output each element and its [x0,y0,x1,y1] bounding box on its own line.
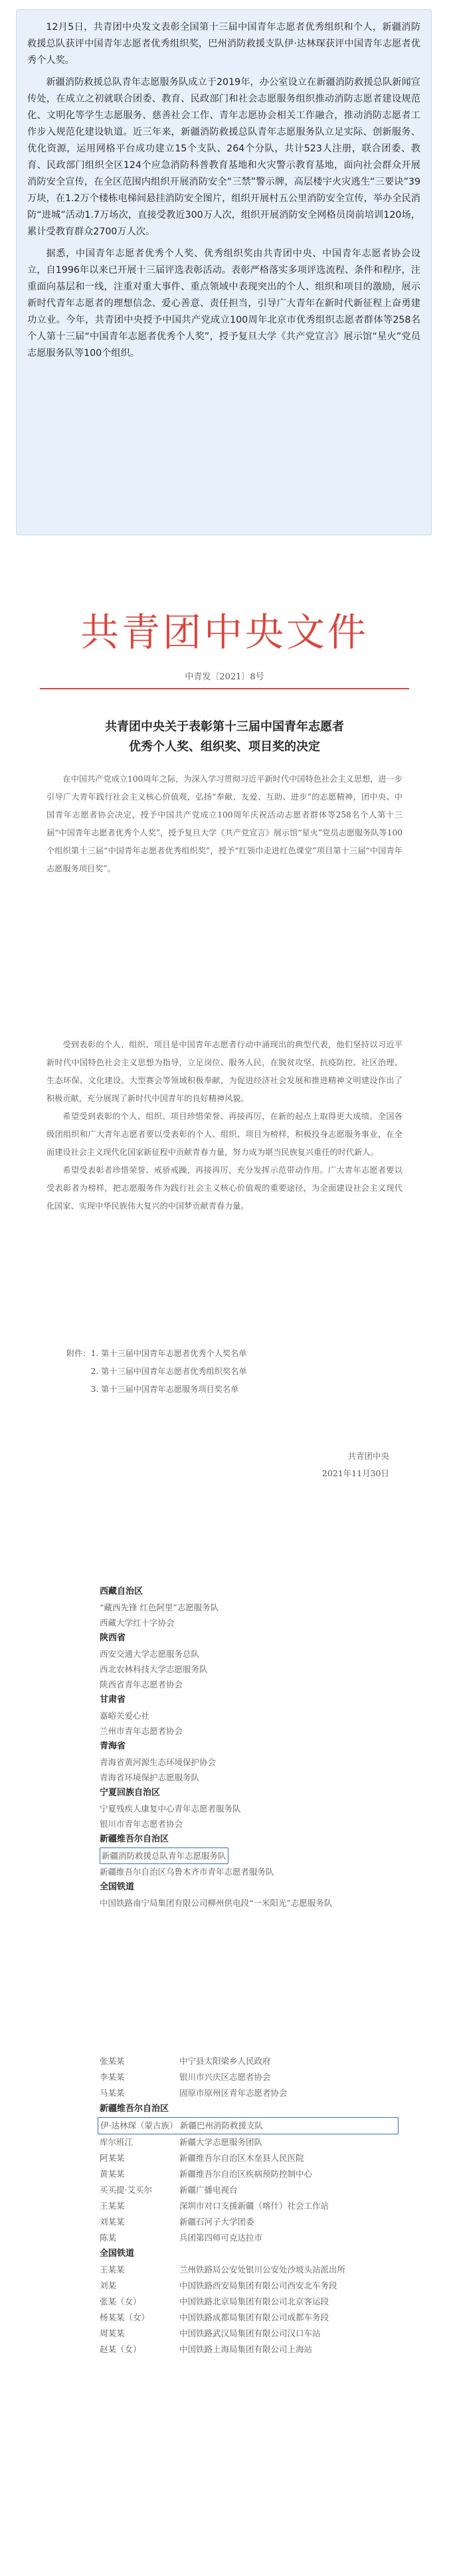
attachment-item: 2. 第十三届中国青年志愿者优秀组织奖名单 [90,1367,247,1376]
decision-paragraph: 在中国共产党成立100周年之际，为深入学习贯彻习近平新时代中国特色社会主义思想，进一步引导广大青年践行社会主义核心价值观，弘扬“奉献、友爱、互助、进步”的志愿精神，团中央、中国青年志愿者协会决定，授予中国共产党成立100周年庆祝活动志愿者群体等258名个人第十三届“中国青年志愿者优秀个人奖”，授予复旦大学《共产党宣言》展示馆“星火”党员志愿服务队等100个组织第十三届“中国青年志愿者优秀组织奖”，授予“红领巾走进红色课堂”项目第十三届“中国青年志愿服务项目奖”。 [46,774,403,873]
attachments [66,1345,399,1399]
person-row: 陈某 兵团第四师可克达拉市 [100,2233,263,2243]
person-row: 库尔班江 新疆大学志愿服务团队 [100,2137,263,2147]
person-row: 王某某 兰州铁路局公安处银川公安处沙坡头站派出所 [100,2265,346,2275]
person-row: 张某某 中宁县太阳梁乡人民政府 [100,2056,271,2066]
province-heading: 宁夏回族自治区 [100,1788,161,1798]
list-item-highlighted: 新疆消防救援总队青年志愿服务队 [100,1847,385,1864]
issue-date: 2021年11月30日 [321,1468,389,1478]
person-row: 赵某（女） 中国铁路上海局集团有限公司上海站 [100,2344,313,2354]
person-row-highlighted: 伊·达林琛（蒙古族） 新疆巴州消防救援支队 [98,2117,399,2134]
list-item: 青海省黄河源生态环境保护协会 [100,1757,217,1767]
decision-paragraph: 受到表彰的个人、组织、项目是中国青年志愿者行动中涌现出的典型代表，他们坚持以习近平新时代中国特色社会主义思想为指导，立足岗位、服务人民，在脱贫攻坚、抗疫防控、社区治理、生态环保、文化建设、大型赛会等领域积极奉献，为促进经济社会发展和推进精神文明建设作出了积极贡献，充分展现了新时代中国青年的良好精神风貌。 [46,1040,403,1103]
attachments-label: 附件： [66,1349,91,1358]
list-item: 银川市青年志愿者协会 [100,1819,183,1829]
province-heading: 青海省 [100,1741,126,1751]
province-heading: 新疆维吾尔自治区 [100,1834,169,1844]
province-heading: 新疆维吾尔自治区 [100,2104,169,2114]
issuer: 共青团中央 [347,1451,389,1461]
decision-paragraph: 希望受到表彰的个人、组织、项目珍惜荣誉、再接再厉，在新的起点上取得更大成绩。全国各级团组织和广大青年志愿者要以受表彰的个人、组织、项目为榜样，积极投身志愿服务事业，在全面建设社会主义现代化国家新征程中贡献青春力量，努力成为堪当民族复兴重任的时代新人。 [46,1112,403,1157]
province-heading: 全国铁道 [100,1882,135,1892]
decision-body-a [46,770,403,878]
list-item: 西藏大学红十字协会 [100,1618,175,1628]
person-row: 马某某 固原市原州区青年志愿者协会 [100,2088,288,2098]
attachment-item: 1. 第十三届中国青年志愿者优秀个人奖名单 [90,1349,247,1358]
intro-paragraph-1: 12月5日，共青团中央发文表彰全国第十三届中国青年志愿者优秀组织和个人，新疆消防救援总队获评中国青年志愿者优秀组织奖，巴州消防救援支队伊·达林琛获评中国青年志愿者优秀个人奖。 [27,22,420,66]
province-heading: 全国铁道 [100,2249,135,2259]
person-row: 周某某 中国铁路武汉局集团有限公司汉口车站 [100,2328,321,2338]
person-row: 李某某 银川市兴庆区志愿者协会 [100,2072,271,2082]
intro-paragraph-3: 据悉，中国青年志愿者优秀个人奖、优秀组织奖由共青团中央、中国青年志愿者协会设立，自1996年以来已开展十三届评选表彰活动。表彰严格落实多项评选流程、条件和程序，注重面向基层和一线，注重对重大事件、重点领域中表现突出的个人、组织和项目的激励，展示新时代青年志愿者的理想信念、爱心善意、责任担当，引导广大青年在新时代新征程上奋勇建功立业。今年，共青团中央授予中国共产党成立100周年北京市优秀组织志愿者群体等258名个人第十三届“中国青年志愿者优秀个人奖”，授予复旦大学《共产党宣言》展示馆“星火”党员志愿服务队等100个组织。 [27,248,420,359]
document-header-title: 共青团中央文件 [80,610,369,655]
org-award-list [100,1584,385,1911]
list-item: 新疆维吾尔自治区乌鲁木齐市青年志愿者服务队 [100,1867,274,1877]
red-divider [40,688,409,689]
list-item: 陕西省青年志愿者协会 [100,1679,183,1689]
decision-body-b [46,1036,403,1215]
document-number: 中青发〔2021〕8号 [185,672,264,682]
person-row: 阿某某 新疆维吾尔自治区木垒县人民医院 [100,2153,304,2163]
decision-paragraph: 希望受表彰者珍惜荣誉、戒骄戒躁，再接再厉，充分发挥示范带动作用。广大青年志愿者要以受表彰者为榜样，把志愿服务作为践行社会主义核心价值观的重要途径，为全面建设社会主义现代化国家、实现中华民族伟大复兴的中国梦贡献青春力量。 [46,1165,403,1211]
list-item: 青海省环境保护志愿服务队 [100,1772,200,1782]
person-row: 王某某 深圳市对口支援新疆（喀什）社会工作站 [100,2201,329,2211]
decision-title [40,717,409,757]
attachment-item: 3. 第十三届中国青年志愿服务项目奖名单 [90,1385,239,1394]
list-item: 中国铁路南宁局集团有限公司柳州供电段“一米阳光”志愿服务队 [100,1898,333,1908]
decision-title-line-2: 优秀个人奖、组织奖、项目奖的决定 [129,740,320,754]
intro-box [16,9,432,535]
intro-paragraph-2: 新疆消防救援总队青年志愿服务队成立于2019年，办公室设立在新疆消防救援总队新闻宣传处，在成立之初就联合团委、教育、民政部门和社会志愿服务组织推动消防志愿者建设规范化、文明化等学生志愿服务、慈善社会工作、青年志愿协会相关工作融合，推动消防志愿者工作步入规范化建设轨道。近三年来，新疆消防救援总队青年志愿服务队立足实际、创新服务、优化资源，运用网格平台成功建立15个支队、264个分队，共计523人注册，联合团委、教育、民政部门组织全区124个应急消防科普教育基地和火灾警示教育基地，面向社会群众开展消防安全宣传，在全区范围内组织开展消防安全“三禁”警示牌，高层楼宇火灾逃生“三要诀”39万块，在1.2万个楼栋电梯间悬挂消防安全图片，组织开展村五公里消防安全宣传，举办全民消防“进城”活动1.7万场次，直接受教近300万人次，组织开展消防安全网格员岗前培训120场，累计受教育群众2700万人次。 [27,77,420,237]
person-row: 买买提·艾买尔 新疆广播电视台 [100,2185,238,2195]
list-item: 宁夏残疾人康复中心青年志愿者服务队 [100,1804,241,1814]
list-item: 嘉峪关爱心社 [100,1711,150,1721]
signature [322,1448,389,1482]
person-row: 刘某 中国铁路西安局集团有限公司西安北车务段 [100,2280,337,2290]
list-item: “藏西先锋 红色阿里”志愿服务队 [100,1602,219,1612]
person-row: 杨某某（女） 中国铁路成都局集团有限公司成都车务段 [100,2312,329,2322]
person-award-list [100,2053,399,2358]
person-row: 张某（女） 中国铁路北京局集团有限公司北京客运段 [100,2296,329,2306]
province-heading: 西藏自治区 [100,1587,143,1596]
list-item: 兰州市青年志愿者协会 [100,1726,183,1736]
list-item: 西北农林科技大学志愿服务队 [100,1664,208,1674]
list-item: 西安交通大学志愿服务总队 [100,1649,200,1659]
province-heading: 甘肃省 [100,1695,126,1705]
person-row: 黄某某 新疆维吾尔自治区疾病预防控制中心 [100,2169,313,2179]
decision-title-line-1: 共青团中央关于表彰第十三届中国青年志愿者 [105,720,344,734]
province-heading: 陕西省 [100,1633,126,1643]
person-row: 刘某某 新疆石河子大学团委 [100,2217,254,2227]
